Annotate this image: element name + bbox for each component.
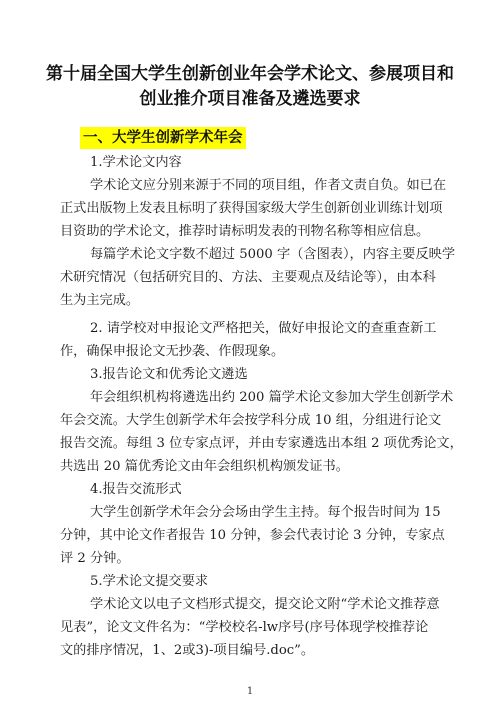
paragraph-line: 大学生创新学术年会分会场由学生主持。每个报告时间为 15 [90,505,441,520]
section-heading: 一、大学生创新学术年会 [80,127,246,149]
document-title-line-2: 创业推介项目准备及遴选要求 [139,89,361,109]
paragraph-line: 分钟，其中论文作者报告 10 分钟，参会代表讨论 3 分钟，专家点 [60,528,445,543]
paragraph-line: 评 2 分钟。 [60,551,130,566]
paragraph-line: 正式出版物上发表且标明了获得国家级大学生创新创业训练计划项 [60,201,443,216]
paragraph-line: 报告交流。每组 3 位专家点评，并由专家遴选出本组 2 项优秀论文， [60,436,463,451]
paragraph-line: 年会组织机构将遴选出约 200 篇学术论文参加大学生创新学术 [90,390,454,405]
paragraph-line: 每篇学术论文字数不超过 5000 字（含图表），内容主要反映学 [90,247,456,262]
page-number: 1 [246,686,254,697]
paragraph-line: 生为主完成。 [60,293,140,308]
subheading: 4.报告交流形式 [90,482,182,497]
document-title-line-1: 第十届全国大学生创新创业年会学术论文、参展项目和 [46,64,454,84]
paragraph-line: 学术论文应分别来源于不同的项目组，作者文责自负。如已在 [90,178,447,193]
paragraph-line: 术研究情况（包括研究目的、方法、主要观点及结论等），由本科 [60,270,436,285]
subheading: 1.学术论文内容 [90,155,182,170]
paragraph-line: 2. 请学校对申报论文严格把关，做好申报论文的查重查新工 [90,321,437,336]
paragraph-line: 作，确保申报论文无抄袭、作假现象。 [60,344,285,359]
paragraph-line: 见表”，论文文件名为：“学校校名-lw序号(序号体现学校推荐论 [60,620,429,635]
paragraph-line: 学术论文以电子文档形式提交，提交论文附“学术论文推荐意 [90,597,440,612]
subheading: 3.报告论文和优秀论文遴选 [90,367,248,382]
subheading: 5.学术论文提交要求 [90,574,209,589]
paragraph-line: 文的排序情况，1、2或3)-项目编号.doc”。 [60,643,315,658]
paragraph-line: 目资助的学术论文，推荐时请标明发表的刊物名称等相应信息。 [60,224,430,239]
paragraph-line: 共选出 20 篇优秀论文由年会组织机构颁发证书。 [60,459,349,474]
paragraph-line: 年会交流。大学生创新学术年会按学科分成 10 组，分组进行论文 [60,413,442,428]
